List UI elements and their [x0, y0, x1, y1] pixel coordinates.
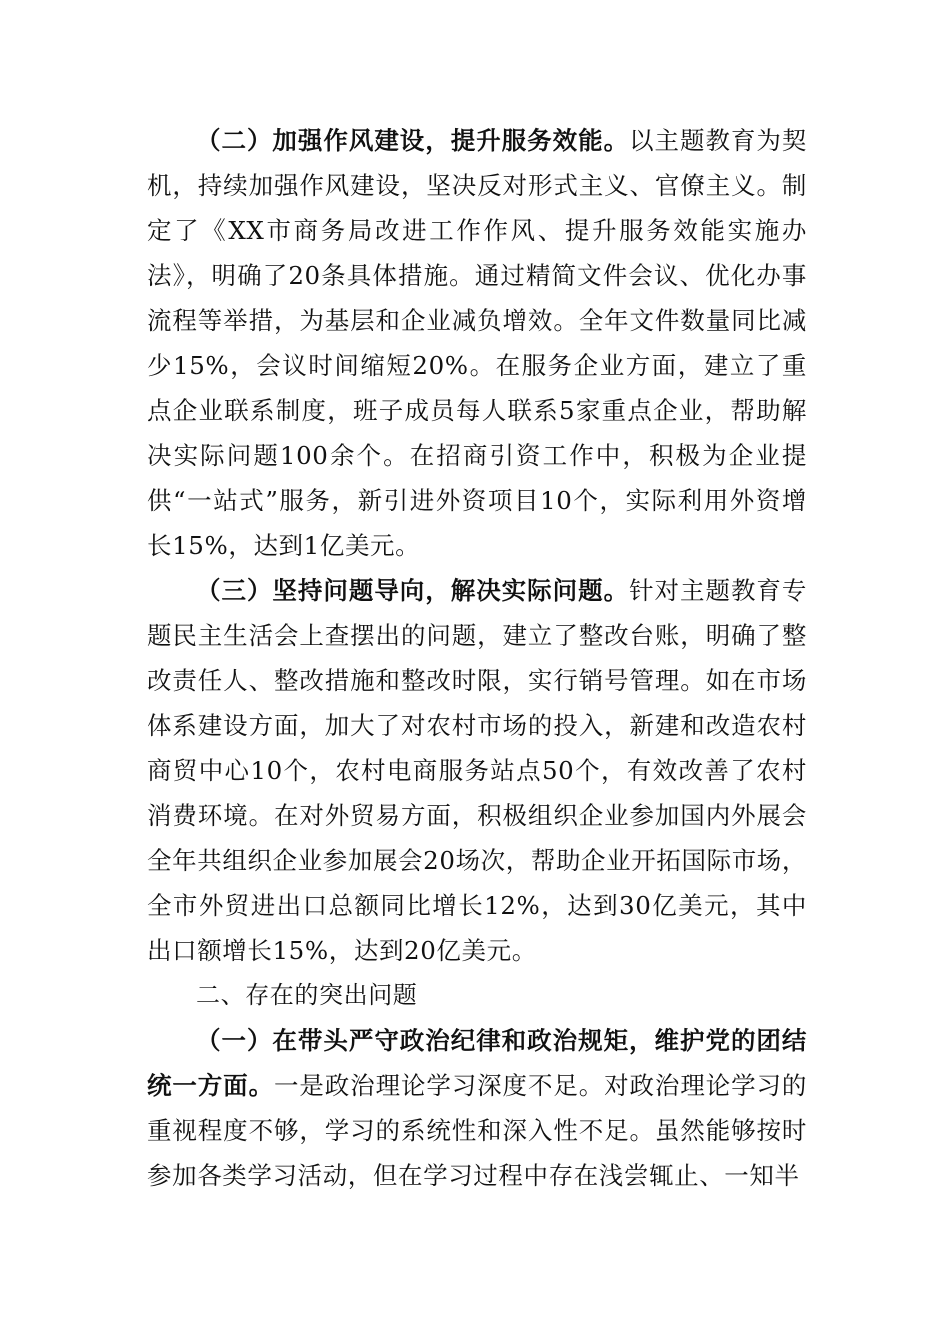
paragraph-problem-oriented [147, 568, 807, 973]
document-page [147, 118, 807, 1198]
paragraph-body: 针对主题教育专题民主生活会上查摆出的问题，建立了整改台账，明确了整改责任人、整改措施和整改时限，实行销号管理。如在市场体系建设方面，加大了对农村市场的投入，新建和改造农村商贸中心10个，农村电商服务站点50个，有效改善了农村消费环境。在对外贸易方面，积极组织企业参加国内外展会全年共组织企业参加展会20场次，帮助企业开拓国际市场，全市外贸进出口总额同比增长12%，达到30亿美元，其中出口额增长15%，达到20亿美元。 [147, 576, 808, 965]
section-heading: 二、存在的突出问题 [196, 981, 418, 1009]
paragraph-work-style [147, 118, 807, 568]
paragraph-lead: （三）坚持问题导向，解决实际问题。 [196, 576, 630, 605]
paragraph-lead: （二）加强作风建设，提升服务效能。 [196, 126, 630, 155]
paragraph-lead: （一）在带头严守政治纪律和政治规矩，维护党的团结统一方面。 [147, 1026, 807, 1100]
paragraph-body: 一是政治理论学习深度不足。对政治理论学习的重视程度不够，学习的系统性和深入性不足。虽然能够按时参加各类学习活动，但在学习过程中存在浅尝辄止、一知半 [147, 1071, 807, 1190]
paragraph-body: 以主题教育为契机，持续加强作风建设，坚决反对形式主义、官僚主义。制定了《XX市商务局改进工作作风、提升服务效能实施办法》，明确了20条具体措施。通过精简文件会议、优化办事流程等举措，为基层和企业减负增效。全年文件数量同比减少15%，会议时间缩短20%。在服务企业方面，建立了重点企业联系制度，班子成员每人联系5家重点企业，帮助解决实际问题100余个。在招商引资工作中，积极为企业提供“一站式”服务，新引进外资项目10个，实际利用外资增长15%，达到1亿美元。 [147, 126, 808, 560]
paragraph-political-discipline [147, 1018, 807, 1198]
